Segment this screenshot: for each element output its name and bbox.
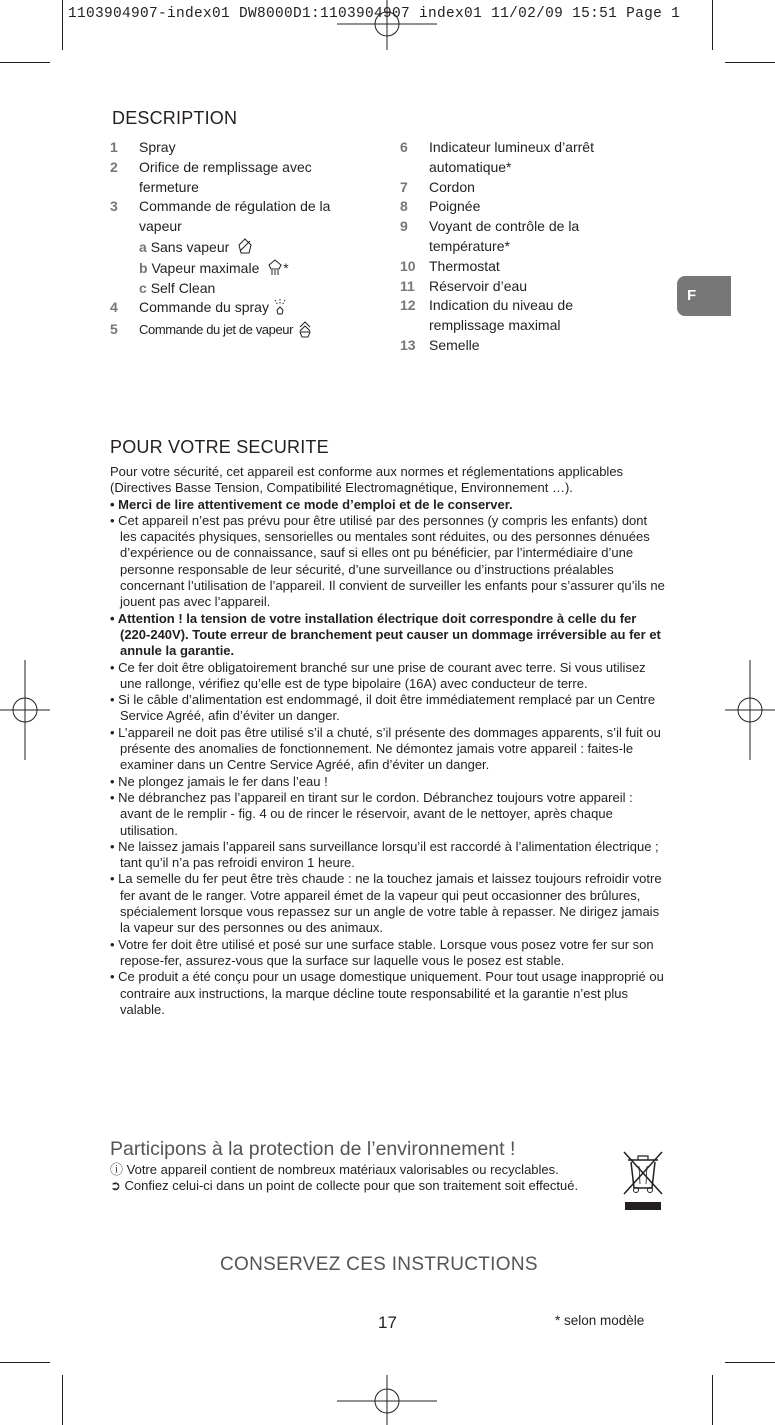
safety-text-block — [110, 464, 666, 1018]
list-item — [110, 197, 375, 237]
item-label: Indicateur lumineux d’arrêt automatique* — [429, 139, 594, 175]
safety-bullet: • Votre fer doit être utilisé et posé sur une surface stable. Lorsque vous posez votre fer sur son repose-fer, assurez-vous que la surface sur laquelle vous le posez est stable. — [110, 936, 654, 968]
crop-mark-top-right-v — [712, 0, 713, 50]
language-tab — [677, 276, 731, 316]
item-label: Poignée — [429, 198, 481, 215]
crop-mark-bottom-left-v — [62, 1375, 63, 1425]
safety-bullet: • Ne débranchez pas l’appareil en tirant sur le cordon. Débranchez toujours votre appareil : avant de le remplir - fig. 4 ou de rincer le réservoir, avant de le nettoyer, après chaque utilisation. — [110, 789, 633, 838]
safety-bullet: • La semelle du fer peut être très chaude : ne la touchez jamais et laissez toujours refroidir votre fer avant de le ranger. Votre appareil émet de la vapeur qui peut occasionner des brûlures, spécialement lorsque vous repassez sur un angle de votre table à repasser. Ne dirigez jamais la vapeur sur des personnes ou des animaux. — [110, 871, 662, 936]
no-steam-icon — [237, 237, 253, 255]
safety-bullet: • Cet appareil n’est pas prévu pour être utilisé par des personnes (y compris les enfants) dont les capacités physiques, sensorielles ou mentales sont réduites, ou des personnes dénuées d’expérience ou de connaissance, sauf si elles ont pu bénéficier, par l’intermédiaire d’une personne responsable de leur sécurité, d’une surveillance ou d’instructions préalables concernant l’utilisation de l’appareil. Il convient de surveiller les enfants pour s’assurer qu’ils ne jouent pas avec l’appareil. — [110, 512, 665, 610]
safety-title: POUR VOTRE SECURITE — [110, 437, 329, 457]
model-note: * selon modèle — [555, 1313, 645, 1328]
list-item — [110, 320, 375, 340]
item-number: 13 — [400, 336, 416, 353]
sub-item-b — [110, 258, 375, 279]
list-item — [400, 138, 640, 178]
safety-bullet: • L’appareil ne doit pas être utilisé s’il a chuté, s’il présente des dommages apparents, s’il fuit ou présente des anomalies de fonctionnement. Ne démontez jamais votre appareil : faites-le examiner dans un Centre Service Agréé, afin d’éviter un danger. — [110, 724, 661, 773]
safety-bullet: • Ne laissez jamais l’appareil sans surveillance lorsqu’il est raccordé à l’alimentation électrique ; tant qu’il n’a pas refroidi environ 1 heure. — [110, 838, 659, 871]
safety-bullet: • Merci de lire attentivement ce mode d’emploi et de le conserver. — [110, 496, 513, 512]
safety-bullet: • Ce produit a été conçu pour un usage domestique uniquement. Pour tout usage inapproprié ou contraire aux instructions, la marque décline toute responsabilité et la garantie n’est plus valable. — [110, 969, 664, 1017]
item-label: Indication du niveau de remplissage maximal — [429, 297, 573, 334]
sub-letter: c — [139, 279, 147, 296]
crop-mark-top-right-h — [725, 62, 775, 63]
crop-mark-top-left-h — [0, 62, 50, 63]
item-label: Spray — [139, 139, 176, 155]
list-item — [400, 217, 640, 257]
registration-mark-top-icon — [337, 0, 437, 50]
description-title: DESCRIPTION — [112, 108, 238, 128]
page-number: 17 — [378, 1313, 397, 1332]
sub-item-a — [110, 237, 375, 258]
item-number: 12 — [400, 297, 416, 314]
spray-icon — [273, 298, 287, 316]
sub-label: Sans vapeur — [150, 238, 230, 255]
crop-mark-bottom-right-v — [712, 1375, 713, 1425]
item-label: Cordon — [429, 178, 475, 195]
item-label: Voyant de contrôle de la température* — [429, 218, 580, 254]
list-item — [400, 277, 640, 297]
sub-label: Vapeur maximale — [151, 259, 260, 276]
item-label: Réservoir d’eau — [429, 277, 528, 294]
sub-letter: b — [139, 259, 148, 276]
item-number: 10 — [400, 257, 416, 274]
item-number: 3 — [110, 198, 118, 215]
item-label: Commande du jet de vapeur — [139, 322, 294, 338]
list-item — [400, 336, 640, 356]
crop-mark-bottom-right-h — [725, 1362, 775, 1363]
safety-bullet: • Ce fer doit être obligatoirement branché sur une prise de courant avec terre. Si vous utilisez une rallonge, vérifiez qu’elle est de type bipolaire (16A) avec conducteur de terre. — [110, 659, 646, 691]
max-steam-icon — [267, 258, 283, 276]
item-number: 8 — [400, 198, 408, 215]
crop-mark-bottom-left-h — [0, 1362, 50, 1363]
item-number: 4 — [110, 299, 118, 316]
list-item — [400, 197, 640, 217]
item-number: 9 — [400, 218, 408, 235]
registration-mark-left-icon — [0, 660, 50, 760]
weee-crossed-bin-icon — [622, 1150, 664, 1212]
environment-item: ⓘ Votre appareil contient de nombreux matériaux valorisables ou recyclables. — [110, 1162, 559, 1177]
environment-title: Participons à la protection de l’environnement ! — [110, 1138, 516, 1160]
keep-instructions-heading: CONSERVEZ CES INSTRUCTIONS — [220, 1254, 538, 1275]
item-number: 7 — [400, 178, 408, 195]
item-label: Commande de régulation de la vapeur — [139, 198, 331, 235]
crop-mark-top-left-v — [62, 0, 63, 50]
registration-mark-right-icon — [725, 660, 775, 760]
item-label: Thermostat — [429, 257, 500, 274]
list-item — [400, 178, 640, 198]
sub-letter: a — [139, 238, 147, 255]
optional-model-asterisk: * — [283, 259, 289, 276]
registration-mark-bottom-icon — [337, 1375, 437, 1425]
list-item — [110, 138, 375, 158]
info-icon: ⓘ — [110, 1162, 124, 1177]
safety-bullet: • Si le câble d’alimentation est endommagé, il doit être immédiatement remplacé par un Centre Service Agréé, afin d’éviter un danger. — [110, 692, 656, 724]
description-list-right — [400, 138, 640, 356]
list-item — [110, 298, 375, 318]
safety-bullet: • Attention ! la tension de votre installation électrique doit correspondre à celle du fer (220-240V). Toute erreur de branchement peut causer un dommage irréversible au fer et annule la garantie. — [110, 610, 661, 659]
list-item — [110, 158, 375, 198]
item-number: 1 — [110, 139, 118, 155]
item-number: 11 — [400, 277, 415, 294]
description-list-left — [110, 138, 375, 340]
list-item — [400, 257, 640, 277]
arrow-icon: ➲ — [110, 1178, 121, 1194]
environment-text-block — [110, 1162, 580, 1195]
item-label: Semelle — [429, 336, 480, 353]
sub-label: Self Clean — [150, 279, 216, 296]
safety-bullet: • Ne plongez jamais le fer dans l’eau ! — [110, 773, 328, 789]
steam-jet-icon — [297, 320, 313, 338]
item-label: Orifice de remplissage avec fermeture — [139, 158, 312, 195]
item-number: 6 — [400, 139, 408, 155]
item-number: 2 — [110, 158, 118, 175]
print-slug-header: 1103904907-index01 DW8000D1:1103904907 index01 11/02/09 15:51 Page 1 — [68, 6, 681, 22]
environment-item: ➲ Confiez celui-ci dans un point de collecte pour que son traitement soit effectué. — [110, 1178, 579, 1194]
language-tab-label: F — [687, 287, 697, 304]
item-label: Commande du spray — [139, 299, 269, 316]
list-item — [400, 296, 640, 336]
safety-intro: Pour votre sécurité, cet appareil est conforme aux normes et réglementations applicables (Directives Basse Tension, Compatibilité Electromagnétique, Environnement …). — [110, 464, 624, 496]
sub-item-c — [110, 279, 375, 299]
item-number: 5 — [110, 321, 118, 338]
